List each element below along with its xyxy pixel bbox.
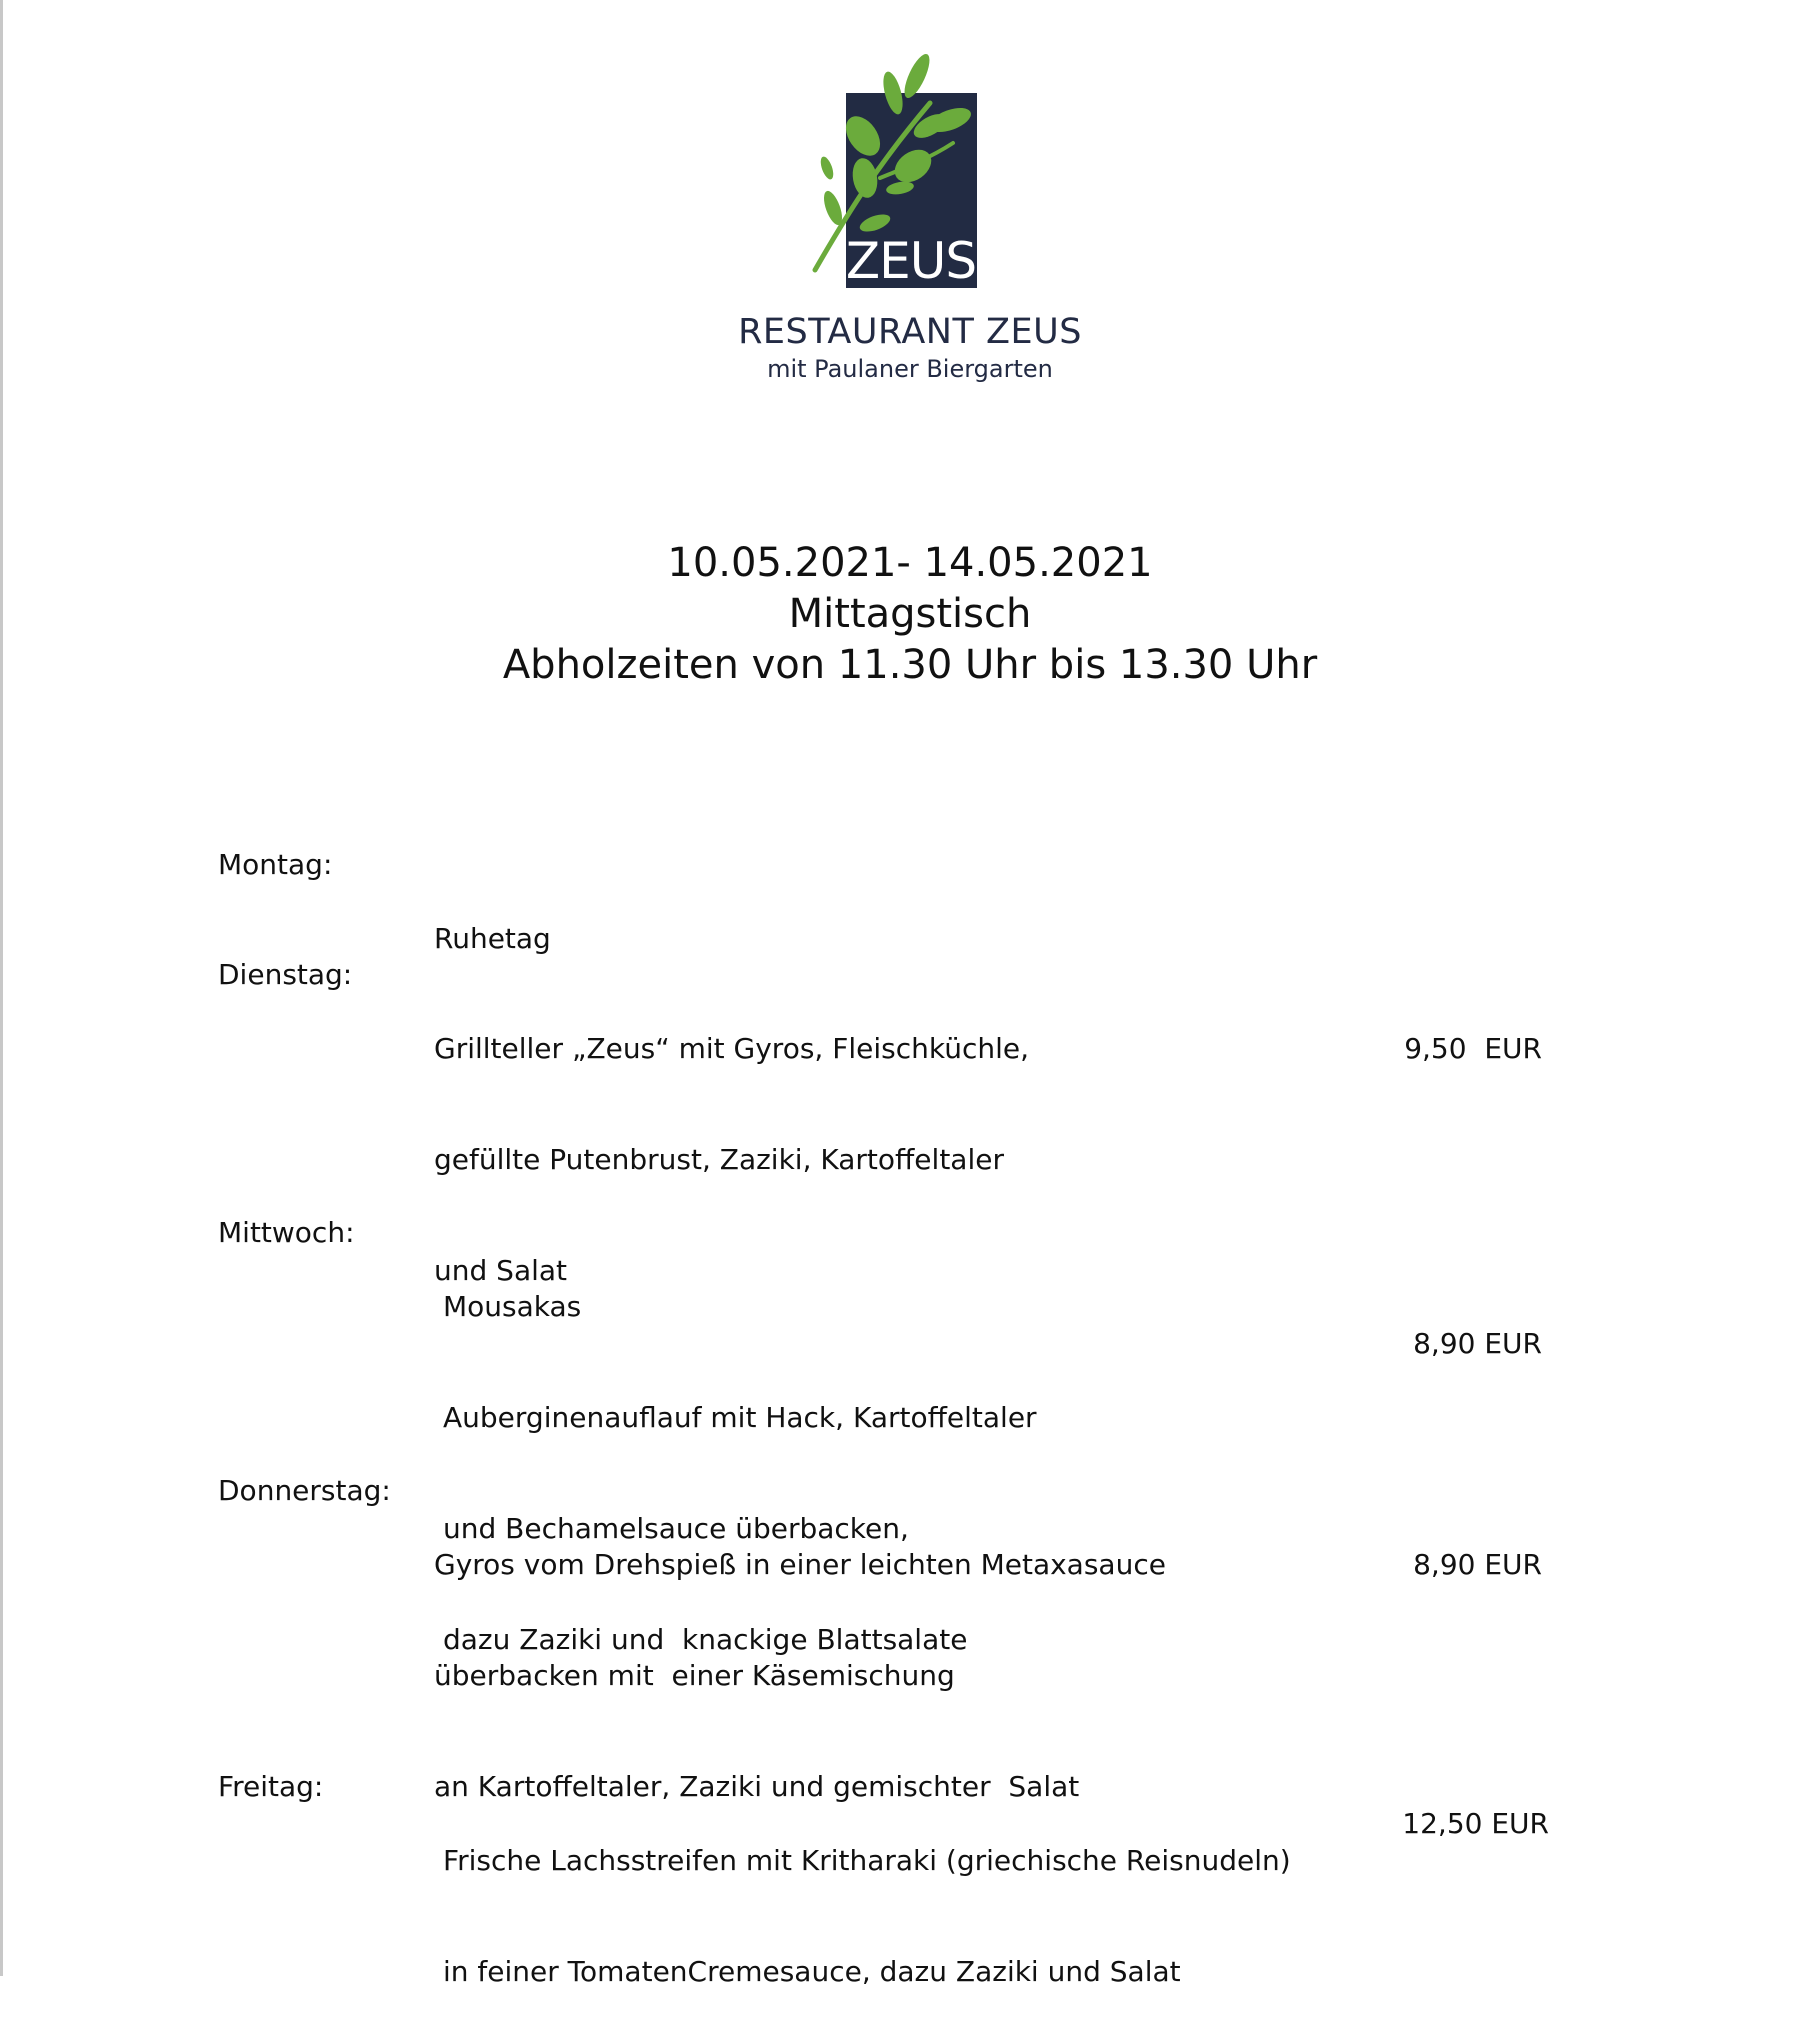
dish-line: an Kartoffeltaler, Zaziki und gemischter Salat [434, 1770, 1080, 1803]
dish-line: und Bechamelsauce überbacken, [443, 1512, 909, 1545]
day-label-monday: Montag: [218, 848, 333, 881]
price-thursday: 8,90 EUR [1413, 1548, 1542, 1581]
restaurant-subtitle: mit Paulaner Biergarten [767, 355, 1053, 383]
dish-line: Ruhetag [434, 922, 551, 955]
page-edge [0, 0, 3, 1976]
dish-line: und Salat [434, 1254, 568, 1287]
logo-wordmark: ZEUS [845, 232, 977, 290]
day-label-thursday: Donnerstag: [218, 1474, 391, 1507]
dish-line: gefüllte Putenbrust, Zaziki, Kartoffeltaler [434, 1143, 1004, 1176]
pickup-times: Abholzeiten von 11.30 Uhr bis 13.30 Uhr [502, 642, 1318, 688]
price-wednesday: 8,90 EUR [1413, 1327, 1542, 1360]
day-label-wednesday: Mittwoch: [218, 1216, 355, 1249]
dish-line: Auberginenauflauf mit Hack, Kartoffeltaler [443, 1401, 1037, 1434]
dish-description-friday [443, 1768, 1291, 2027]
dish-line: überbacken mit einer Käsemischung [434, 1659, 955, 1692]
dish-line: Mousakas [443, 1290, 582, 1323]
menu-title: Mittagstisch [788, 591, 1032, 637]
zeus-logo [805, 48, 990, 293]
dish-line: dazu Zaziki und knackige Blattsalate [443, 1623, 968, 1656]
price-tuesday: 9,50 EUR [1404, 1032, 1542, 1065]
day-label-tuesday: Dienstag: [218, 958, 353, 991]
dish-line: in feiner TomatenCremesauce, dazu Zaziki und Salat [443, 1955, 1181, 1988]
date-range: 10.05.2021- 14.05.2021 [667, 540, 1153, 586]
dish-line: Grillteller „Zeus“ mit Gyros, Fleischküchle, [434, 1032, 1029, 1065]
restaurant-name: RESTAURANT ZEUS [738, 312, 1082, 352]
leaf-icon [818, 155, 836, 181]
menu-header [0, 538, 1820, 691]
day-label-friday: Freitag: [218, 1770, 324, 1803]
dish-line: Frische Lachsstreifen mit Kritharaki (griechische Reisnudeln) [443, 1844, 1291, 1877]
price-friday: 12,50 EUR [1402, 1807, 1549, 1840]
dish-line: Gyros vom Drehspieß in einer leichten Metaxasauce [434, 1548, 1166, 1581]
